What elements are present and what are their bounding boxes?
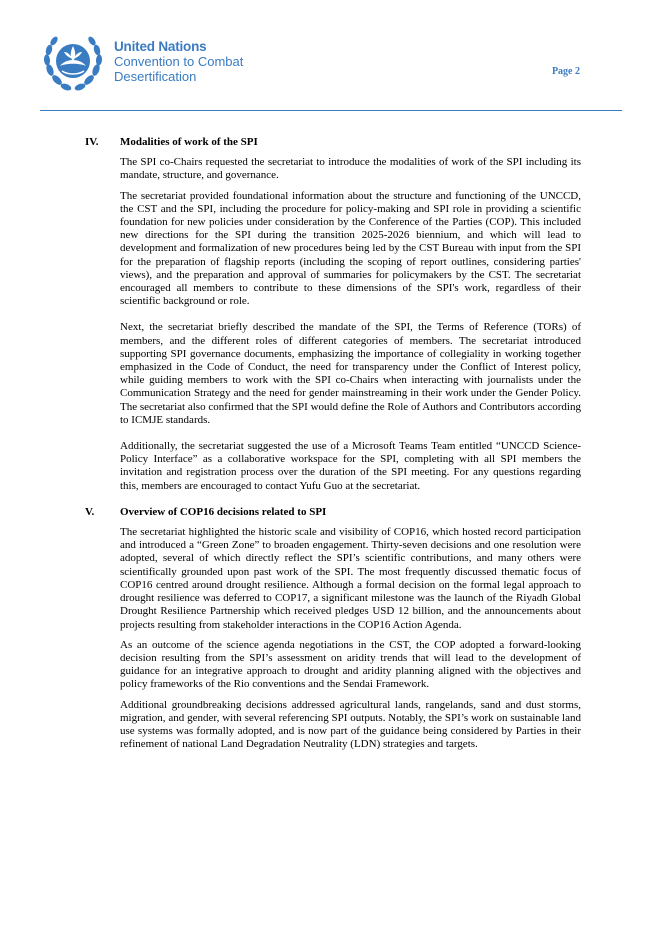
paragraph: Additional groundbreaking decisions addressed agricultural lands, rangelands, sand and dust storms, migration, and gender, with several referencing SPI outputs. Notably, the SPI’s work on sustainable land use systems was formally adopted, and is now part of the guidance being considered by Parties in their refinement of national Land Degradation Neutrality (LDN) strategies and targets. (120, 698, 581, 751)
paragraph: Next, the secretariat briefly described the mandate of the SPI, the Terms of Reference (TORs) of members, and the different roles of different categories of members. The secretariat introduced supporting SPI governance documents, emphasizing the importance of collegiality in working together emphasized in the Code of Conduct, the need for transparency under the Conflict of Interest policy, while guiding members to work with the SPI co-Chairs when interacting with journalists under the Communication Strategy and the need for gender mainstreaming in their work under the Gender Policy. The secretariat also confirmed that the SPI would define the Role of Authors and Contributors according to ICMJE standards. (120, 321, 581, 426)
paragraph: As an outcome of the science agenda negotiations in the CST, the COP adopted a forward-looking decision resulting from the SPI’s assessment on aridity trends that will lead to the development of guidance for an integrative approach to drought and aridity planning aligned with the objectives and policy frameworks of the Rio conventions and the Sendai Framework. (120, 638, 581, 691)
paragraph: Additionally, the secretariat suggested the use of a Microsoft Teams Team entitled “UNCCD Science-Policy Interface” as a collaborative workspace for the SPI, completing with all SPI members the invitation and registration process over the duration of the SPI meeting. For any questions regarding this, members are encouraged to contact Yufu Guo at the secretariat. (120, 440, 581, 492)
paragraph: The secretariat highlighted the historic scale and visibility of COP16, which hosted record participation and introduced a “Green Zone” to broaden engagement. Thirty-seven decisions and one resolution were adopted, several of which directly reflect the SPI’s scientific contributions, and many others were scientifically grounded upon past work of the SPI. The most frequently discussed thematic focus of COP16 centred around drought resilience. Although a formal decision on the formal legal approach to drought resilience was deferred to COP17, a significant milestone was the launch of the Riyadh Global Drought Resilience Partnership which received pledges USD 12 billion, and the announcements about projects resulting from stakeholder interactions in the COP16 Action Agenda. (120, 526, 581, 631)
page-number: Page 2 (551, 66, 580, 77)
paragraph: The SPI co-Chairs requested the secretariat to introduce the modalities of work of the SPI including its mandate, structure, and governance. (120, 156, 581, 182)
org-name-line-2: Convention to Combat (114, 54, 244, 69)
organization-name (114, 39, 243, 84)
header-divider (40, 110, 622, 111)
document-body (85, 136, 581, 758)
page-header (0, 0, 662, 112)
un-emblem-icon (40, 30, 106, 96)
section-title: Modalities of work of the SPI (120, 136, 258, 148)
org-name-line-3: Desertification (114, 69, 197, 84)
section-heading-v (85, 506, 581, 519)
section-number: IV. (85, 136, 99, 148)
section-heading-iv (85, 136, 581, 149)
org-name-line-1: United Nations (114, 39, 207, 54)
section-title: Overview of COP16 decisions related to SPI (120, 505, 327, 518)
section-number: V. (85, 505, 95, 518)
paragraph: The secretariat provided foundational information about the structure and functioning of the UNCCD, the CST and the SPI, including the procedure for policy-making and SPI role in providing a scientific foundation for new policies under consideration by the Conference of the Parties (COP). This included new directions for the SPI during the transition 2025-2026 biennium, and which will lead to development and formalization of new procedures being led by the CST Bureau with input from the SPI for the preparation of flagship reports (including the scoping of report outlines, considering parties' views), and the preparation and approval of summaries for policymakers by the CST. The secretariat encouraged all members to contribute to these dimensions of the SPI's work, regardless of their scientific background or role. (120, 189, 581, 308)
